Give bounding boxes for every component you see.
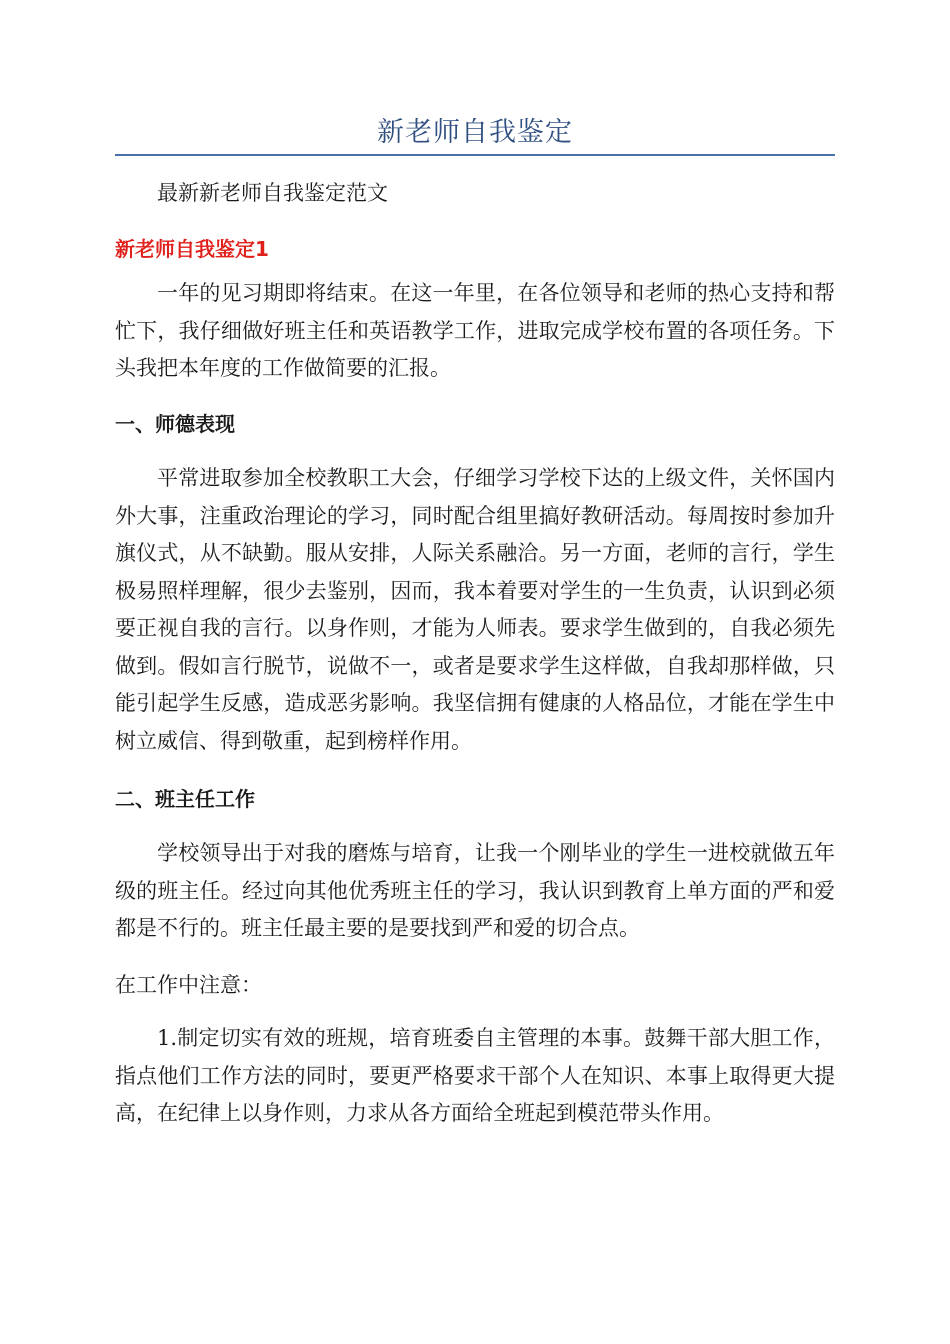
heading-ethics: 一、师德表现: [115, 412, 235, 436]
document-title: 新老师自我鉴定: [377, 117, 573, 148]
ethics-paragraph: 平常进取参加全校教职工大会，仔细学习学校下达的上级文件，关怀国内外大事，注重政治理论的学习，同时配合组里搞好教研活动。每周按时参加升旗仪式，从不缺勤。服从安排，人际关系融洽。另一方面，老师的言行，学生极易照样理解，很少去鉴别，因而，我本着要对学生的一生负责，认识到必须要正视自我的言行。以身作则，才能为人师表。要求学生做到的，自我必须先做到。假如言行脱节，说做不一，或者是要求学生这样做，自我却那样做，只能引起学生反感，造成恶劣影响。我坚信拥有健康的人格品位，才能在学生中树立威信、得到敬重，起到榜样作用。: [115, 466, 835, 753]
title-underline: [115, 154, 835, 156]
list-item-1: 1.制定切实有效的班规，培育班委自主管理的本事。鼓舞干部大胆工作，指点他们工作方法的同时，要更严格要求干部个人在知识、本事上取得更大提高，在纪律上以身作则，力求从各方面给全班起到模范带头作用。: [115, 1026, 835, 1125]
class-teacher-paragraph: 学校领导出于对我的磨炼与培育，让我一个刚毕业的学生一进校就做五年级的班主任。经过向其他优秀班主任的学习，我认识到教育上单方面的严和爱都是不行的。班主任最主要的是要找到严和爱的切合点。: [115, 841, 835, 940]
work-notes-label: 在工作中注意：: [115, 973, 262, 997]
document-subtitle: 最新新老师自我鉴定范文: [157, 181, 388, 205]
section-title: 新老师自我鉴定1: [115, 237, 269, 261]
heading-class-teacher: 二、班主任工作: [115, 787, 255, 811]
intro-paragraph: 一年的见习期即将结束。在这一年里，在各位领导和老师的热心支持和帮忙下，我仔细做好班主任和英语教学工作，进取完成学校布置的各项任务。下头我把本年度的工作做简要的汇报。: [115, 281, 835, 380]
